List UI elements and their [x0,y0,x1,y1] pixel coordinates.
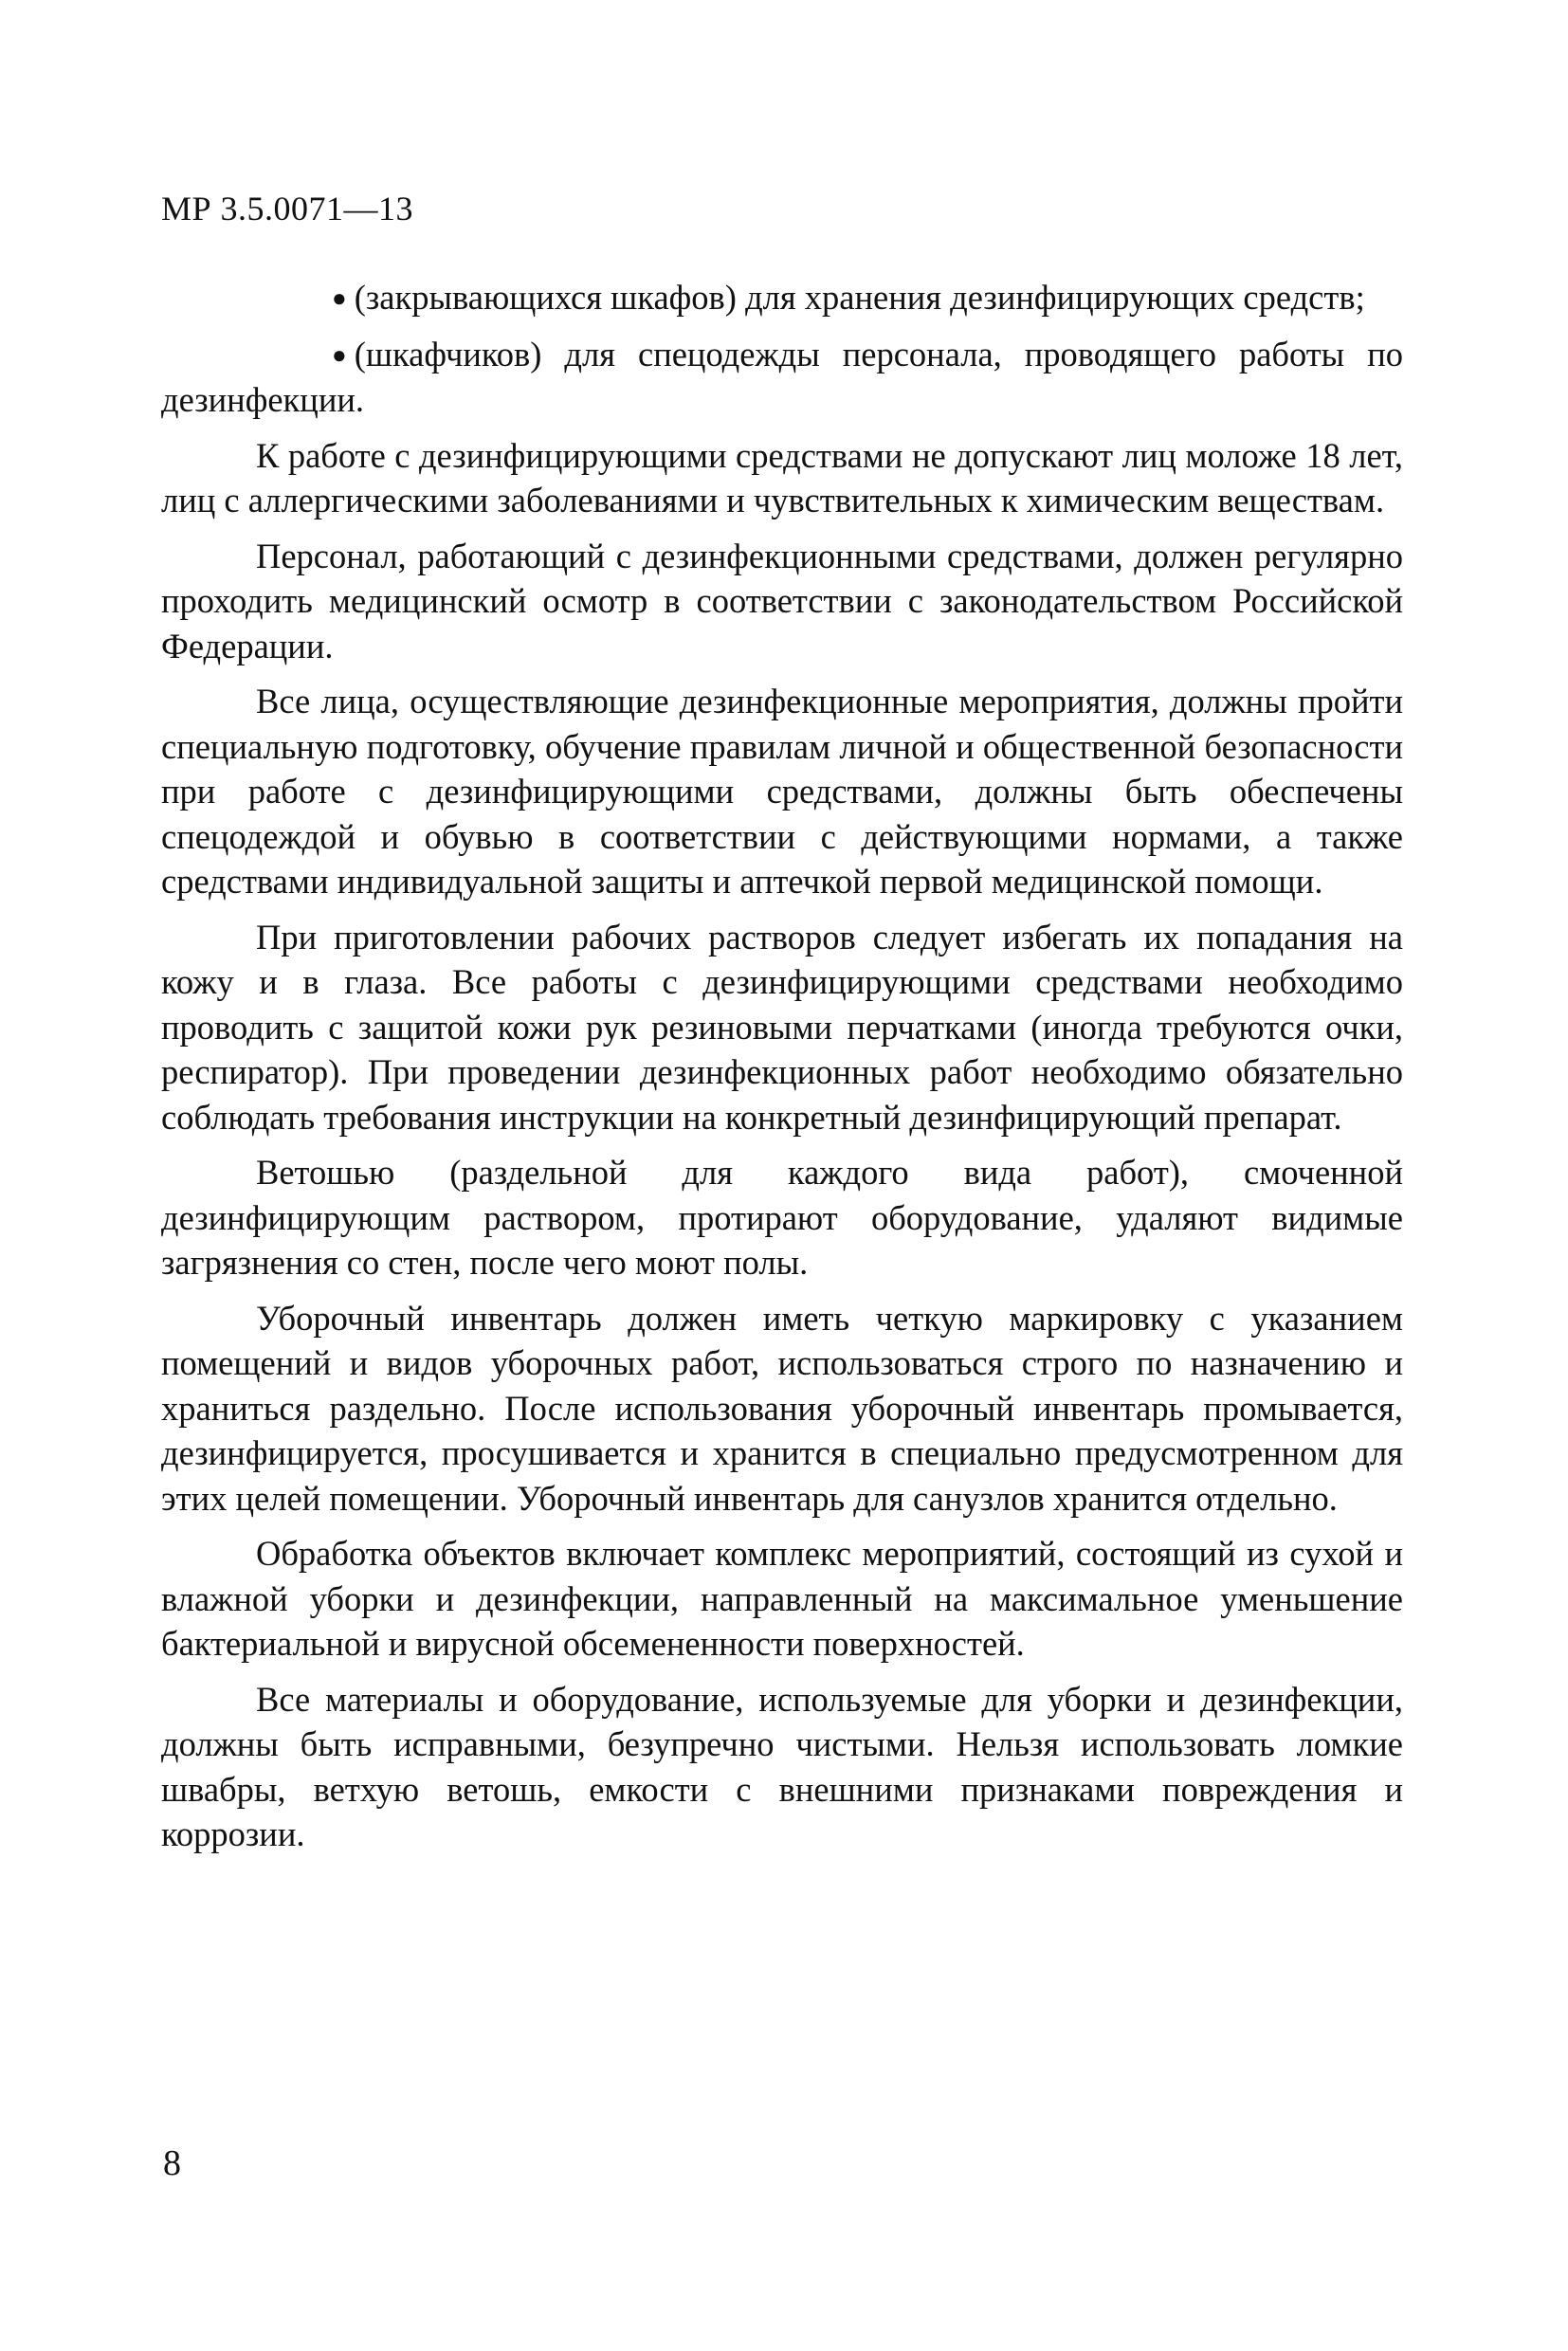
paragraph-materials-condition: Все материалы и оборудование, используемые для уборки и дезинфекции, должны быть исправными, безупречно чистыми. Нельзя использовать ломкие швабры, ветхую ветошь, емкости с внешними признаками повреждения и коррозии. [161,1679,1403,1853]
paragraph-object-treatment: Обработка объектов включает комплекс мероприятий, состоящий из сухой и влажной уборки и дезинфекции, направленный на максимальное уменьшение бактериальной и вирусной обсемененности поверхностей. [161,1534,1403,1663]
document-code-header: МР 3.5.0071—13 [161,190,414,228]
bullet-item [161,332,1403,423]
paragraph-training-and-protection: Все лица, осуществляющие дезинфекционные мероприятия, должны пройти специальную подготовку, обучение правилам личной и общественной безопасности при работе с дезинфицирующими средствами, должны быть обеспечены спецодеждой и обувью в соответствии с действующими нормами, а также средствами индивидуальной защиты и аптечкой первой медицинской помощи. [161,682,1403,901]
bullet-item [161,275,1403,321]
paragraph-personnel-restrictions: К работе с дезинфицирующими средствами не допускают лиц моложе 18 лет, лиц с аллергическими заболеваниями и чувствительных к химическим веществам. [161,435,1403,519]
paragraph-cleaning-equipment: Уборочный инвентарь должен иметь четкую маркировку с указанием помещений и видов уборочных работ, использоваться строго по назначению и храниться раздельно. После использования уборочный инвентарь промывается, дезинфицируется, просушивается и хранится в специально предусмотренном для этих целей помещении. Уборочный инвентарь для санузлов хранится отдельно. [161,1298,1403,1518]
bullet-icon: ● [332,340,347,369]
paragraph-cleaning-procedure: Ветошью (раздельной для каждого вида работ), смоченной дезинфицирующим раствором, протирают оборудование, удаляют видимые загрязнения со стен, после чего моют полы. [161,1153,1403,1282]
paragraph-solution-preparation: При приготовлении рабочих растворов следует избегать их попадания на кожу и в глаза. Все работы с дезинфицирующими средствами необходимо проводить с защитой кожи рук резиновыми перчатками (иногда требуются очки, респиратор). При проведении дезинфекционных работ необходимо обязательно соблюдать требования инструкции на конкретный дезинфицирующий препарат. [161,917,1403,1137]
document-body [161,275,1403,1868]
page-number: 8 [163,2143,181,2183]
paragraph-medical-checkup: Персонал, работающий с дезинфекционными средствами, должен регулярно проходить медицинский осмотр в соответствии с законодательством Российской Федерации. [161,536,1403,665]
bullet-text: (закрывающихся шкафов) для хранения дезинфицирующих средств; [354,278,1365,317]
bullet-icon: ● [332,284,347,312]
bullet-text: (шкафчиков) для спецодежды персонала, проводящего работы по дезинфекции. [161,334,1403,419]
